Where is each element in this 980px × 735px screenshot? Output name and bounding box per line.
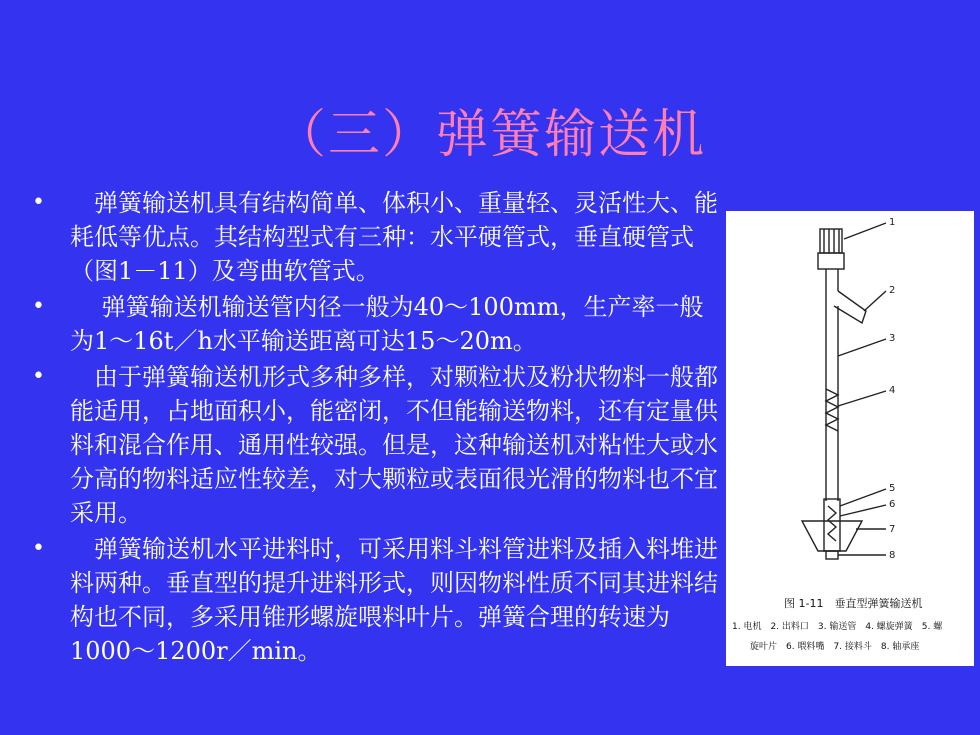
- bullet-text: 弹簧输送机水平进料时，可采用料斗料管进料及插入料堆进料两种。垂直型的提升进料形式，则因物料性质不同其进料结构也不同，多采用锥形螺旋喂料叶片。弹簧合理的转速为1000～1200r／min。: [70, 535, 718, 665]
- bullet-dot: •: [32, 190, 45, 215]
- part-number: 4: [889, 385, 896, 396]
- part-number: 6: [889, 499, 896, 510]
- figure-caption-line: 旋叶片 6. 喂料嘴 7. 接料斗 8. 轴承座: [750, 642, 920, 652]
- part-number: 3: [889, 333, 896, 344]
- bullet-item: [32, 290, 722, 358]
- bullet-item: [32, 186, 722, 288]
- part-number: 1: [889, 217, 896, 228]
- part-number: 7: [889, 524, 896, 535]
- part-number: 2: [889, 285, 896, 296]
- bullet-item: [32, 360, 722, 530]
- hopper-shape: [802, 521, 862, 551]
- bearing-shape: [826, 551, 838, 559]
- bullet-text: 由于弹簧输送机形式多种多样，对颗粒状及粉状物料一般都能适用，占地面积小，能密闭，不但能输送物料，还有定量供料和混合作用、通用性较强。但是，这种输送机对粘性大或水分高的物料适应性较差，对大颗粒或表面很光滑的物料也不宜采用。: [70, 363, 718, 527]
- conveyor-figure: [726, 211, 974, 666]
- bullet-item: [32, 532, 722, 668]
- bullet-dot: •: [32, 364, 45, 389]
- bullet-text: 弹簧输送机具有结构简单、体积小、重量轻、灵活性大、能耗低等优点。其结构型式有三种：水平硬管式，垂直硬管式（图1－11）及弯曲软管式。: [70, 189, 718, 285]
- part-number: 8: [889, 550, 896, 561]
- coupling-shape: [818, 253, 844, 269]
- bullet-text: 弹簧输送机输送管内径一般为40～100mm，生产率一般为1～16t／h水平输送距离可达15～20m。: [70, 293, 704, 355]
- feeder-shape: [824, 499, 840, 551]
- part-number: 5: [889, 483, 896, 494]
- figure-caption-title: 图 1-11 垂直型弹簧输送机: [784, 597, 923, 610]
- bullet-dot: •: [32, 294, 45, 319]
- outlet-shape: [834, 291, 866, 323]
- slide-title: （三）弹簧输送机: [273, 105, 706, 165]
- bullet-dot: •: [32, 536, 45, 561]
- figure-caption-line: 1. 电机 2. 出料口 3. 输送管 4. 螺旋弹簧 5. 螺: [732, 622, 943, 632]
- bullet-list: [32, 186, 722, 670]
- spring-shape: [826, 389, 838, 431]
